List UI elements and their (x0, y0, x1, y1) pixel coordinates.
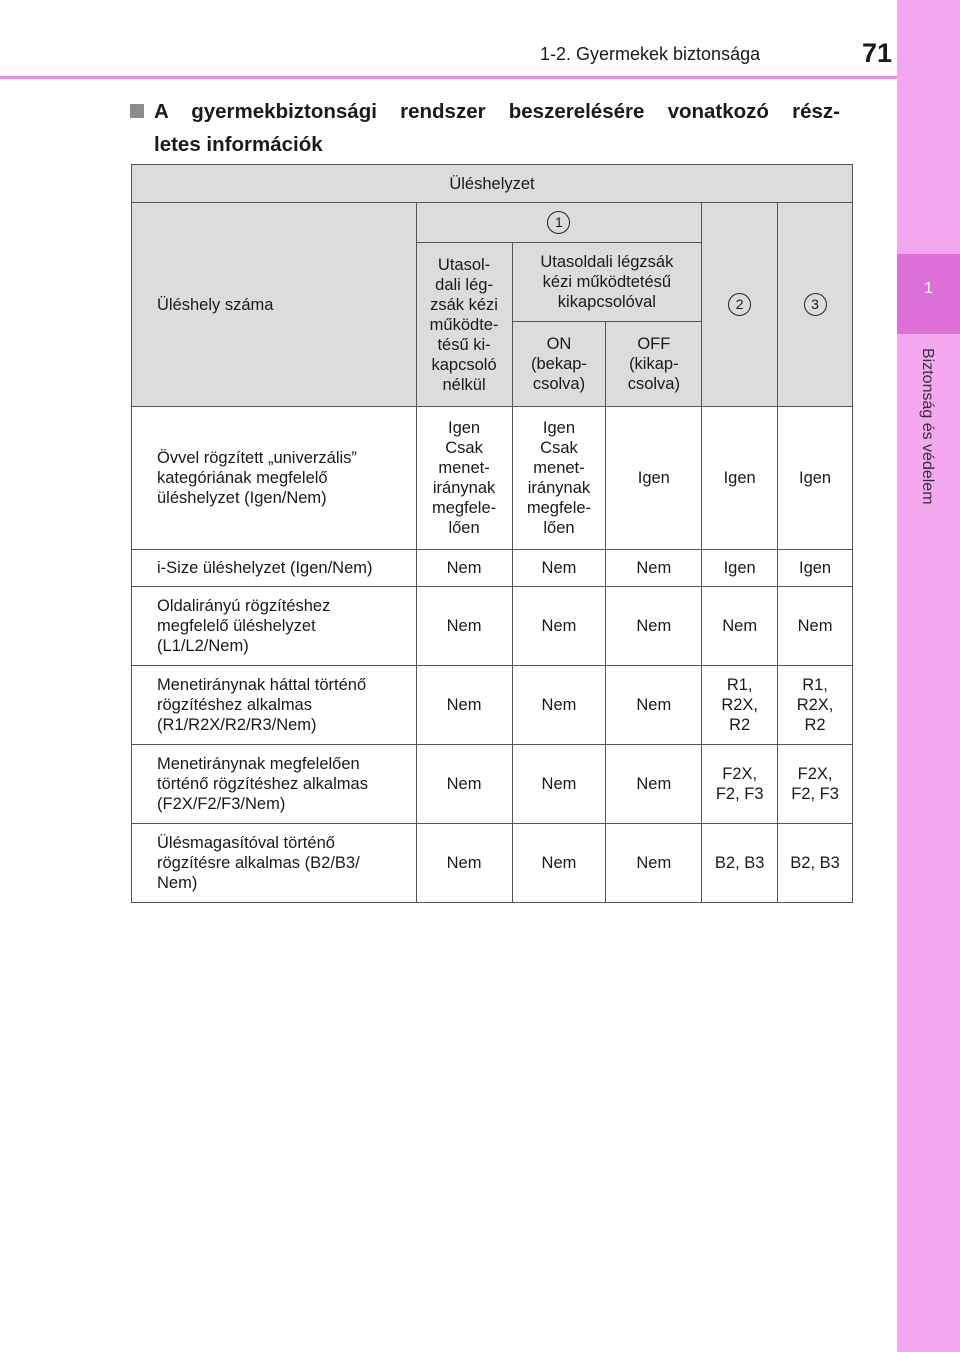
table-cell: Nem (702, 587, 778, 666)
row-label: i-Size üléshelyzet (Igen/Nem) (132, 550, 417, 587)
table-cell: Nem (416, 745, 512, 824)
table-cell: Nem (512, 666, 606, 745)
table-cell: F2X, F2, F3 (778, 745, 853, 824)
col-with-switch-header: Utasoldali légzsák kézi működtetésű kikapcsolóval (512, 243, 702, 322)
col-on-header: ON (bekap- csolva) (512, 322, 606, 407)
col-no-switch-header: Utasol- dali lég- zsák kézi működte- tésű ki- kapcsoló nélkül (416, 243, 512, 407)
table-cell: Nem (512, 550, 606, 587)
row-label: Oldalirányú rögzítéshez megfelelő üléshelyzet (L1/L2/Nem) (132, 587, 417, 666)
table-row (132, 587, 853, 666)
table-cell: Nem (778, 587, 853, 666)
table-cell: Igen (702, 407, 778, 550)
section-title-line1: A gyermekbiztonsági rendszer beszerelésére vonatkozó rész- (154, 100, 840, 123)
table-cell: Igen Csak menet- iránynak megfele- lően (512, 407, 606, 550)
table-cell: Nem (512, 587, 606, 666)
table-cell: Nem (512, 745, 606, 824)
table-cell: F2X, F2, F3 (702, 745, 778, 824)
side-chapter-title: Biztonság és védelem (919, 348, 936, 505)
seat-position-2 (702, 203, 778, 407)
side-chapter-number: 1 (924, 280, 933, 297)
table-cell: B2, B3 (702, 824, 778, 903)
table-cell: Igen (778, 550, 853, 587)
table-cell: Igen (702, 550, 778, 587)
section-title (130, 95, 840, 161)
seat-position-1 (416, 203, 702, 243)
table-cell: Igen (778, 407, 853, 550)
table-row (132, 745, 853, 824)
circled-number-1: 1 (547, 211, 570, 234)
section-title-line2: letes információk (154, 133, 323, 156)
table-cell: B2, B3 (778, 824, 853, 903)
col-off-header: OFF (kikap- csolva) (606, 322, 702, 407)
table-cell: R1, R2X, R2 (702, 666, 778, 745)
table-cell: Nem (416, 550, 512, 587)
section-title-line1-wrap (130, 95, 840, 128)
table-cell: Nem (606, 550, 702, 587)
circled-number-2: 2 (728, 293, 751, 316)
table-cell: R1, R2X, R2 (778, 666, 853, 745)
row-label: Ülésmagasítóval történő rögzítésre alkalmas (B2/B3/ Nem) (132, 824, 417, 903)
header-divider (0, 76, 897, 79)
table-cell: Nem (416, 666, 512, 745)
table-row (132, 407, 853, 550)
table-row (132, 824, 853, 903)
table-row (132, 550, 853, 587)
table-cell: Igen (606, 407, 702, 550)
square-bullet-icon (130, 104, 144, 118)
table-cell: Nem (606, 666, 702, 745)
row-label: Övvel rögzített „univerzális” kategóriának megfelelő üléshelyzet (Igen/Nem) (132, 407, 417, 550)
table-cell: Igen Csak menet- iránynak megfele- lően (416, 407, 512, 550)
header-section-title: 1-2. Gyermekek biztonsága (540, 44, 761, 64)
child-seat-info-table (131, 164, 853, 903)
row-label: Menetiránynak háttal történő rögzítéshez alkalmas (R1/R2X/R2/R3/Nem) (132, 666, 417, 745)
page-number: 71 (861, 38, 892, 68)
seat-number-label: Üléshely száma (132, 203, 417, 407)
table-cell: Nem (416, 824, 512, 903)
circled-number-3: 3 (804, 293, 827, 316)
table-cell: Nem (512, 824, 606, 903)
table-row (132, 666, 853, 745)
table-cell: Nem (606, 824, 702, 903)
table-cell: Nem (606, 745, 702, 824)
seat-position-header: Üléshelyzet (132, 165, 853, 203)
side-chapter-tab (897, 0, 960, 1352)
seat-position-3 (778, 203, 853, 407)
row-label: Menetiránynak megfelelően történő rögzítéshez alkalmas (F2X/F2/F3/Nem) (132, 745, 417, 824)
table-cell: Nem (606, 587, 702, 666)
table-cell: Nem (416, 587, 512, 666)
